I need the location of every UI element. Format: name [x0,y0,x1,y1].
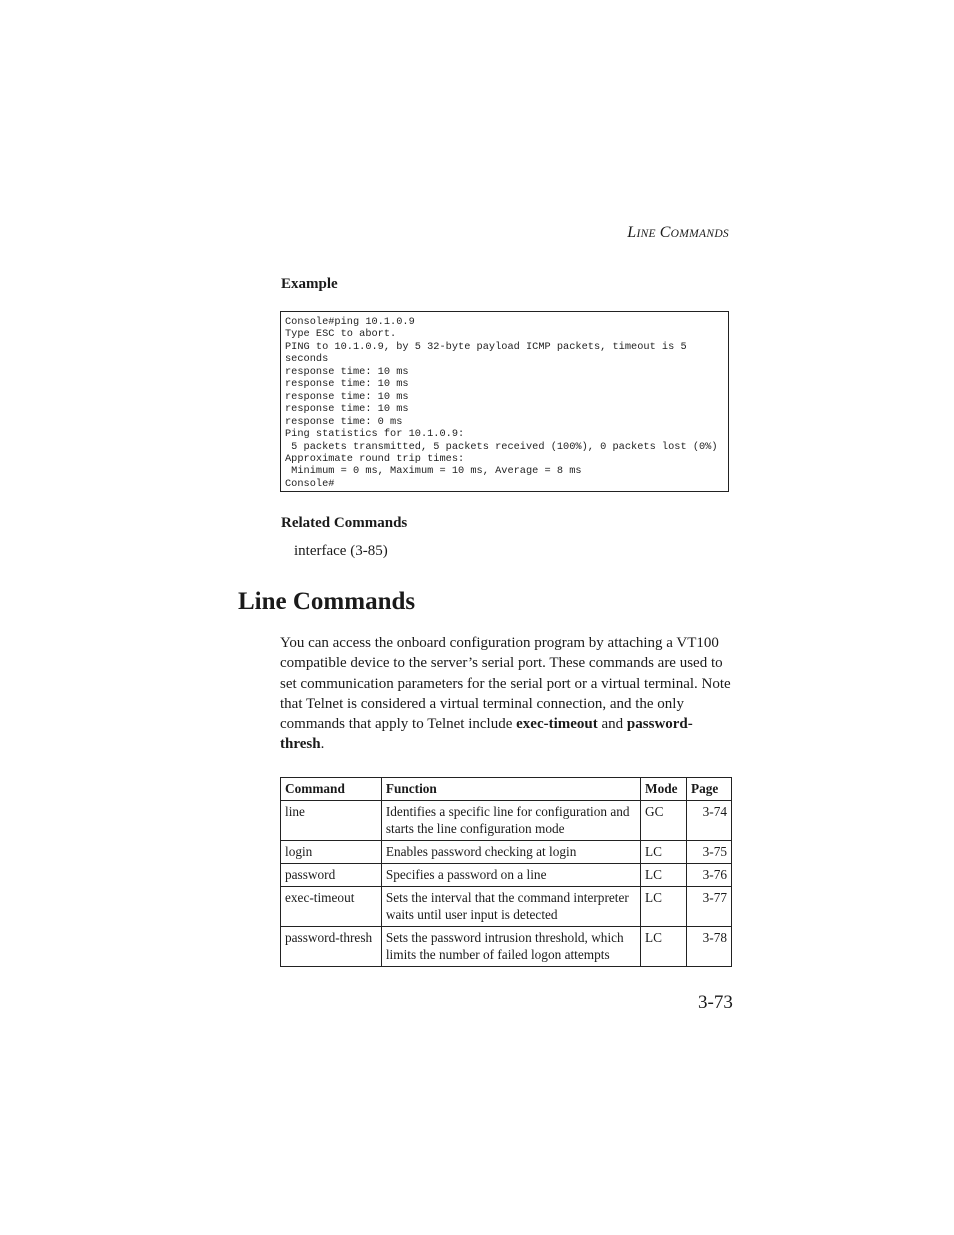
code-line: Approximate round trip times: [285,452,465,465]
header-mode: Mode [641,778,687,801]
code-line: response time: 10 ms [285,403,409,416]
related-command-item: interface (3-85) [294,543,388,559]
cell-mode: LC [641,864,687,887]
example-heading: Example [281,276,338,292]
code-example-box [280,311,729,492]
cell-function: Enables password checking at login [381,841,640,864]
running-header: LINE COMMANDS [627,224,729,241]
cell-command: exec-timeout [281,887,382,927]
code-line: response time: 10 ms [285,378,409,391]
code-line: response time: 10 ms [285,365,409,378]
section-title: Line Commands [238,588,416,615]
cell-mode: LC [641,887,687,927]
cell-function: Specifies a password on a line [381,864,640,887]
table-row [281,864,732,887]
code-line: seconds [285,353,329,366]
code-line: Minimum = 0 ms, Maximum = 10 ms, Average = 8 ms [285,465,582,478]
cell-function: Sets the interval that the command interpreter waits until user input is detected [381,887,640,927]
intro-paragraph: You can access the onboard configuration program by attaching a VT100 compatible device to the server’s serial port. These commands are used to set communication parameters for the serial port or a virtual terminal. Note that Telnet is considered a virtual terminal connection, and the only commands that apply to Telnet include exec-timeout and password-thresh. [280,635,731,753]
cell-function: Identifies a specific line for configuration and starts the line configuration mode [381,801,640,841]
code-line: PING to 10.1.0.9, by 5 32-byte payload ICMP packets, timeout is 5 [285,340,687,353]
header-page: Page [687,778,732,801]
page-number: 3-73 [698,992,733,1013]
cell-command: login [281,841,382,864]
related-commands-heading: Related Commands [281,515,408,531]
table-row [281,927,732,967]
cell-command: line [281,801,382,841]
code-line: Ping statistics for 10.1.0.9: [285,428,465,441]
code-line: Console#ping 10.1.0.9 [285,316,415,328]
line-commands-table [280,777,732,967]
cell-mode: GC [641,801,687,841]
code-line: Console# [285,477,335,490]
table-row [281,841,732,864]
intro-bold-exec-timeout: exec-timeout [516,716,598,733]
header-command: Command [281,778,382,801]
cell-mode: LC [641,841,687,864]
header-function: Function [381,778,640,801]
code-line: Type ESC to abort. [285,328,397,341]
cell-command: password-thresh [281,927,382,967]
table-header-row [281,778,732,801]
cell-command: password [281,864,382,887]
cell-page: 3-74 [687,801,732,841]
cell-mode: LC [641,927,687,967]
cell-function: Sets the password intrusion threshold, which limits the number of failed logon attempts [381,927,640,967]
table-row [281,887,732,927]
cell-page: 3-75 [687,841,732,864]
code-line: response time: 0 ms [285,415,403,428]
table-row [281,801,732,841]
cell-page: 3-78 [687,927,732,967]
code-line: response time: 10 ms [285,390,409,403]
intro-bold-password-thresh: password-thresh [280,716,693,753]
cell-page: 3-77 [687,887,732,927]
code-line: 5 packets transmitted, 5 packets received (100%), 0 packets lost (0%) [285,440,718,453]
cell-page: 3-76 [687,864,732,887]
